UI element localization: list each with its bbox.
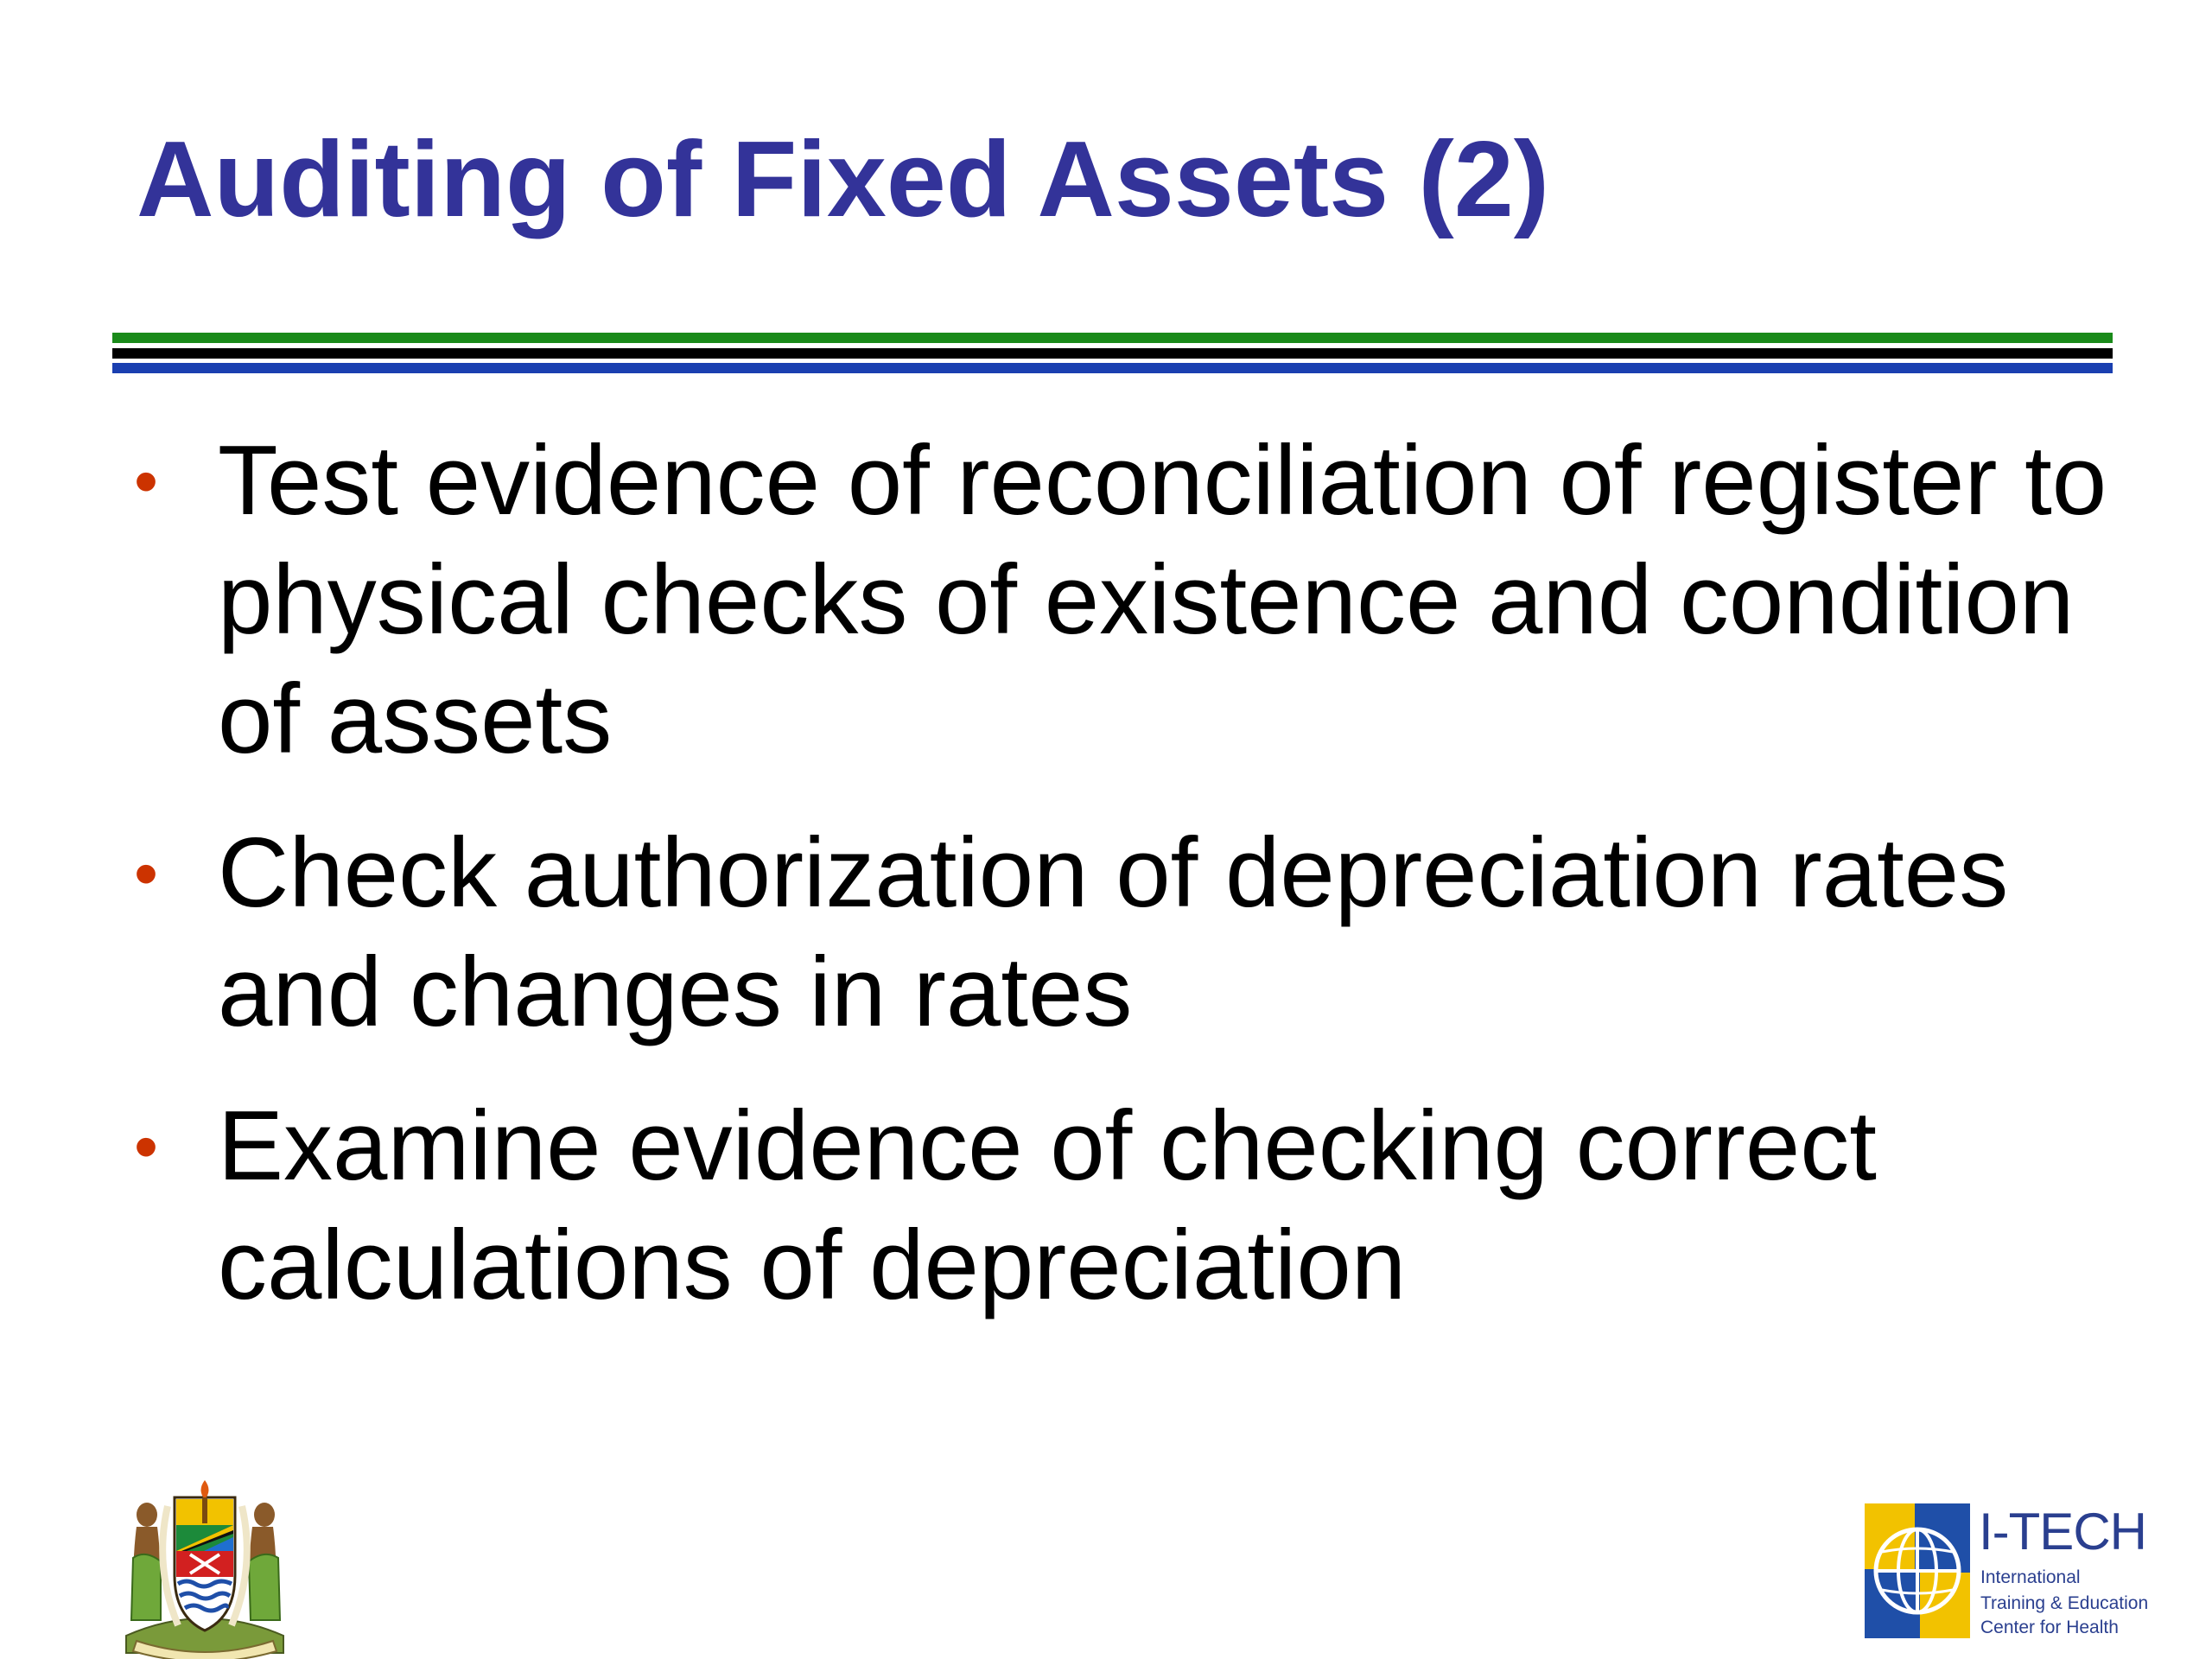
itech-name: I-TECH bbox=[1979, 1503, 2146, 1560]
divider-blue bbox=[112, 363, 2113, 373]
itech-tagline-2: Training & Education bbox=[1980, 1593, 2149, 1613]
bullet-text-3: Examine evidence of checking correct calculations of depreciation bbox=[218, 1091, 1877, 1320]
bullet-list bbox=[130, 422, 2117, 1325]
bullet-item-3 bbox=[130, 1087, 2117, 1325]
divider-black bbox=[112, 348, 2113, 359]
itech-tagline-3: Center for Health bbox=[1980, 1618, 2119, 1637]
coat-of-arms-icon bbox=[111, 1471, 299, 1659]
bullet-dot-icon: • bbox=[134, 442, 159, 519]
itech-logo bbox=[1865, 1503, 2149, 1642]
bullet-item-2 bbox=[130, 814, 2117, 1052]
globe-grid-icon bbox=[1865, 1503, 1970, 1638]
bullet-item-1 bbox=[130, 422, 2117, 779]
divider-green bbox=[112, 333, 2113, 343]
bullet-dot-icon: • bbox=[134, 835, 159, 912]
bullet-text-2: Check authorization of depreciation rates and changes in rates bbox=[218, 818, 2009, 1047]
bullet-dot-icon: • bbox=[134, 1108, 159, 1185]
bullet-text-1: Test evidence of reconciliation of register to physical checks of existence and condition of assets bbox=[218, 426, 2107, 774]
slide-title: Auditing of Fixed Assets (2) bbox=[137, 120, 1550, 239]
itech-tagline-1: International bbox=[1980, 1567, 2081, 1587]
